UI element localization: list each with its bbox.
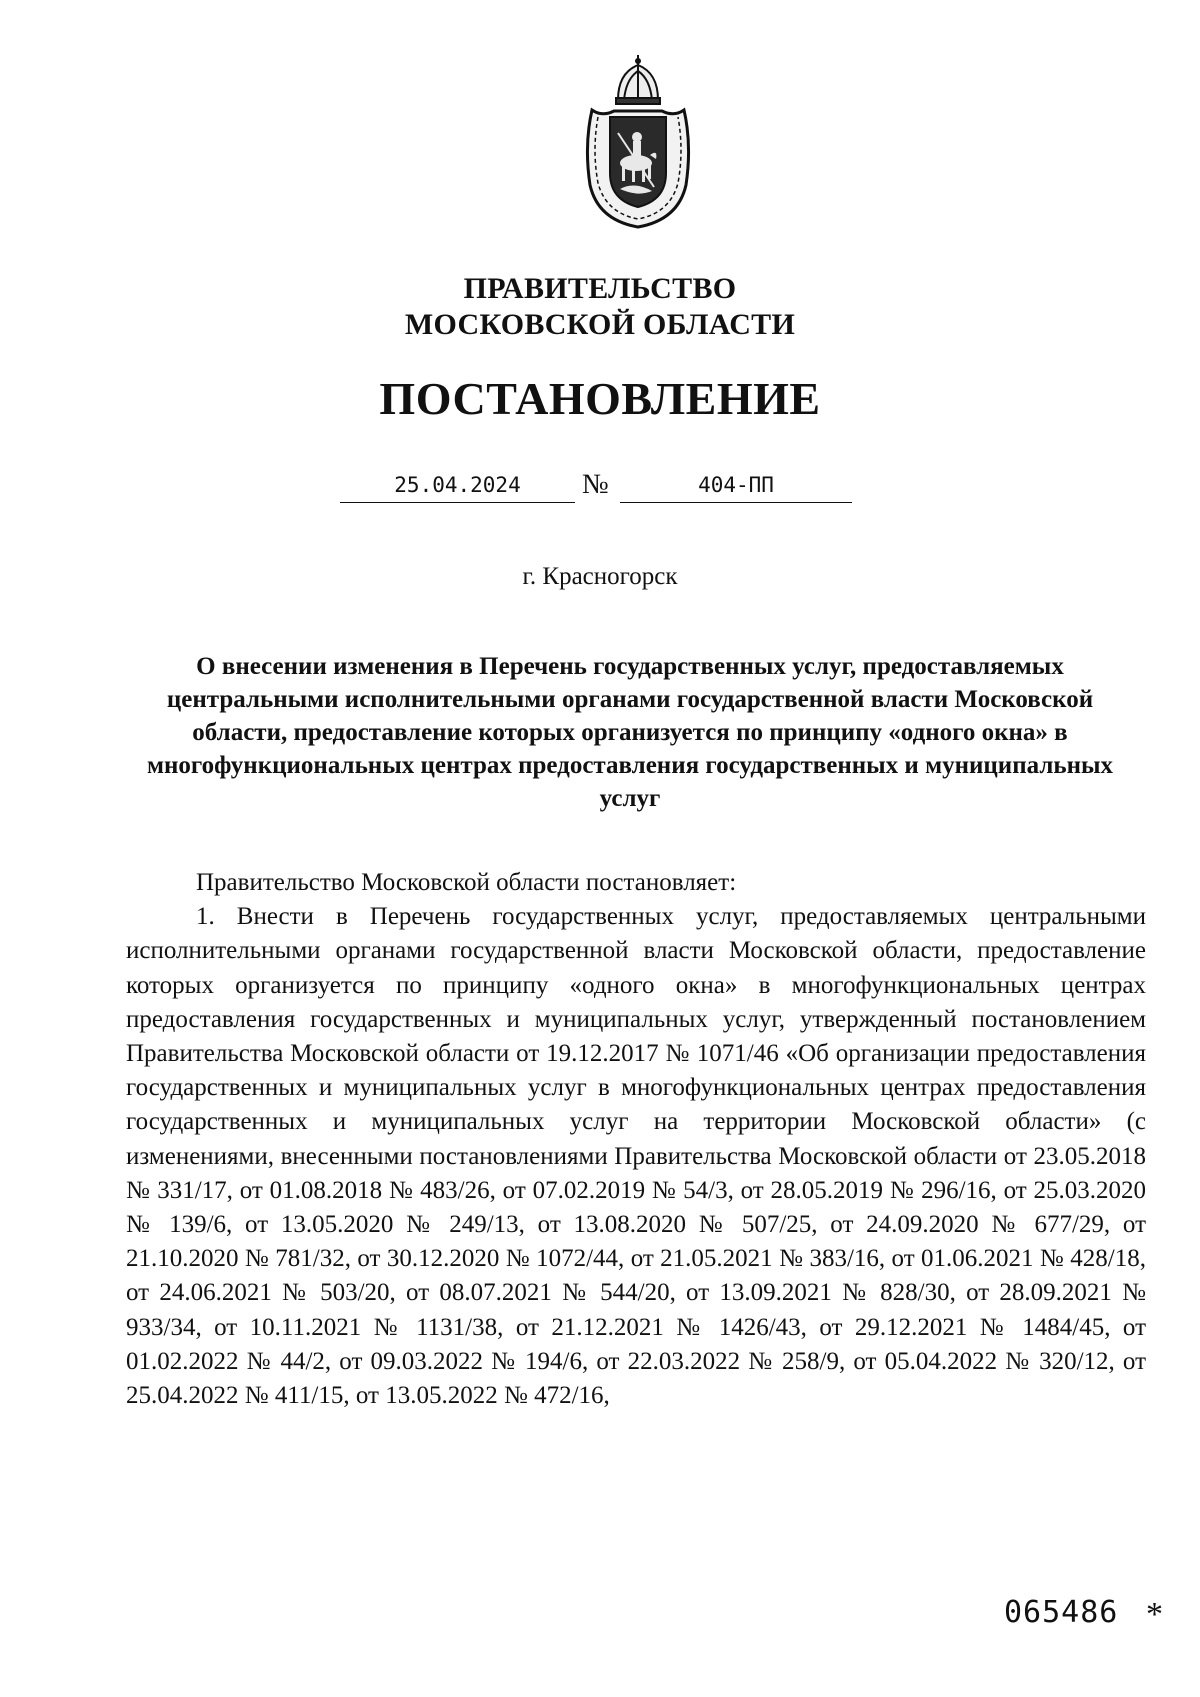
item-1-paragraph: 1. Внести в Перечень государственных услуг, предоставляемых центральными исполнительными органами государственной власти Московской области, предоставление которых организуется по принципу «одного окна» в многофункциональных центрах предоставления государственных и муниципальных услуг, утвержденный постановлением Правительства Московской области от 19.12.2017 № 1071/46 «Об организации предоставления государственных и муниципальных услуг в многофункциональных центрах предоставления государственных и муниципальных услуг на территории Московской области» (с изменениями, внесенными постановлениями Правительства Московской области от 23.05.2018 № 331/17, от 01.08.2018 № 483/26, от 07.02.2019 № 54/3, от 28.05.2019 № 296/16, от 25.03.2020 № 139/6, от 13.05.2020 № 249/13, от 13.08.2020 № 507/25, от 24.09.2020 № 677/29, от 21.10.2020 № 781/32, от 30.12.2020 № 1072/44, от 21.05.2021 № 383/16, от 01.06.2021 № 428/18, от 24.06.2021 № 503/20, от 08.07.2021 № 544/20, от 13.09.2021 № 828/30, от 28.09.2021 № 933/34, от 10.11.2021 № 1131/38, от 21.12.2021 № 1426/43, от 29.12.2021 № 1484/45, от 01.02.2022 № 44/2, от 09.03.2022 № 194/6, от 22.03.2022 № 258/9, от 05.04.2022 № 320/12, от 25.04.2022 № 411/15, от 13.05.2022 № 472/16, [126, 903, 1146, 1410]
resolution-body [126, 866, 1146, 1413]
number-sign: № [582, 469, 609, 500]
city-name: г. Красногорск [522, 563, 678, 590]
document-type: ПОСТАНОВЛЕНИЕ [379, 373, 821, 424]
resolution-title: О внесении изменения в Перечень государственных услуг, предоставляемых центральными исполнительными органами государственной власти Московской области, предоставление которых организуется по принципу «одного окна» в многофункциональных центрах предоставления государственных и муниципальных услуг [146, 653, 1114, 812]
coat-of-arms-icon [578, 55, 698, 230]
document-serial-number: 065486 [1004, 1595, 1119, 1630]
resolution-date: 25.04.2024 [340, 468, 575, 503]
resolution-number: 404-ПП [620, 468, 852, 503]
government-name-line2: МОСКОВСКОЙ ОБЛАСТИ [404, 308, 796, 341]
serial-mark: * [1146, 1596, 1163, 1633]
intro-paragraph: Правительство Московской области постановляет: [196, 869, 737, 896]
government-name-line1: ПРАВИТЕЛЬСТВО [463, 272, 737, 305]
